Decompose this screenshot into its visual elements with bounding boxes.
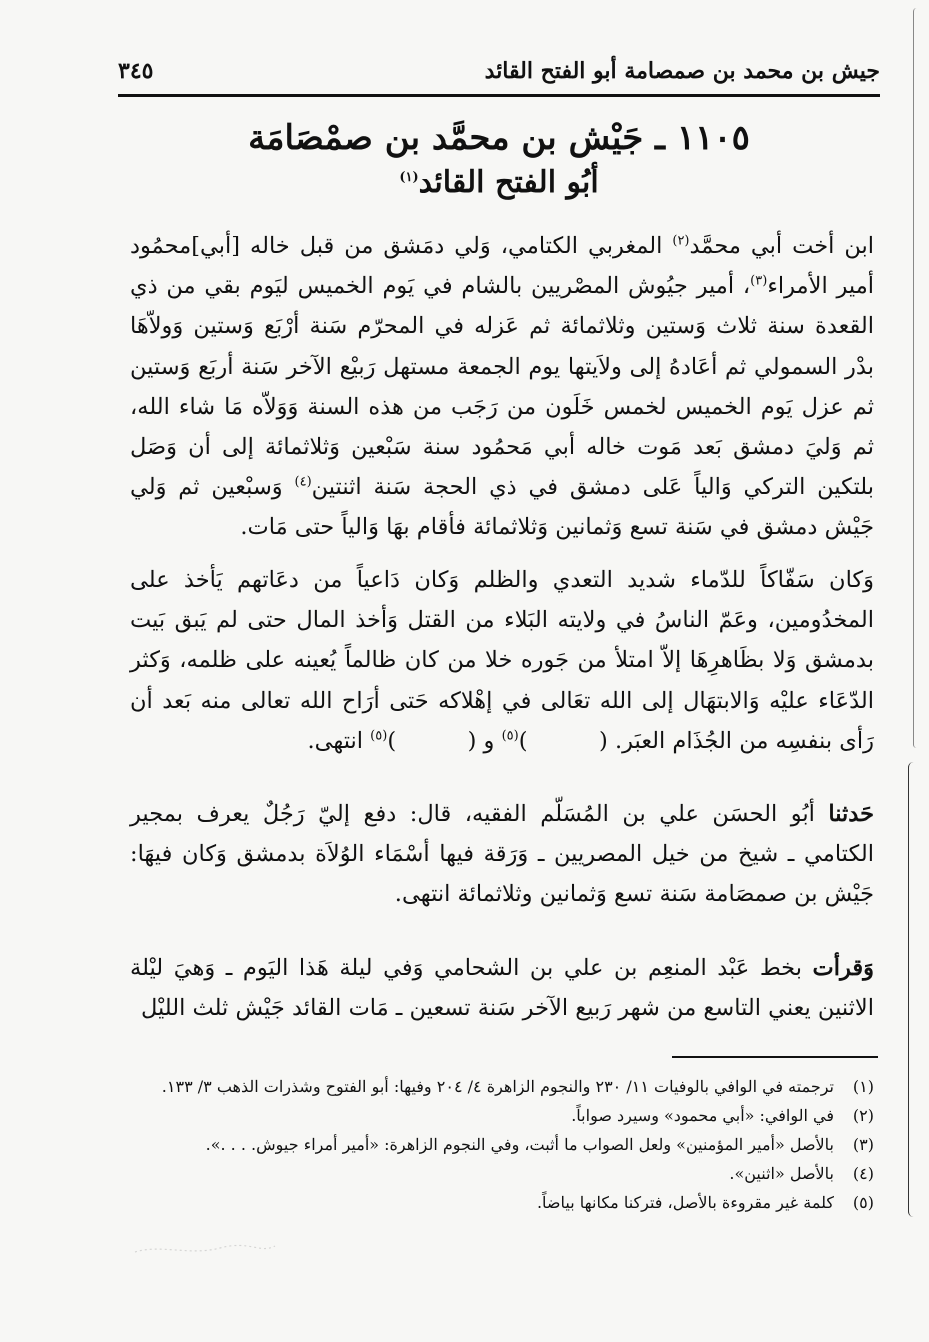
text-run: ، أمير جيُوش المصْريين بالشام في يَوم الخميس ليَوم بقي من ذي القعدة سنة ثلاث وَستين وثلاثمائة ثم عَزله في المحرّم سَنة أرْبَع وَستين وَولاّهَا بدْر السمولي ثم أعَادهُ إلى ولاَيتها يوم الجمعة مستهل رَبيْع الآخر سَنة أربَع وَستين ثم عزل يَوم الخميس لخمس خَلَون من رَجَب من هذه السنة وَوَلاّه مَا شاء الله، ثم وَليَ دمشق بَعد مَوت خاله أبي مَحمُود سنة سَبْعين وَثلاثمائة إلى أن وَصَل بلتكين التركي وَالياً عَلى دمشق في ذي الحجة سَنة اثنتين [130,273,874,501]
footnotes [130,1074,874,1219]
text-run: ابن أخت أبي محمَّد [689,233,874,259]
text-run: أبُو الحسَن علي بن المُسَلّم الفقيه، قال: دفع إليّ رَجُلٌ يعرف بمجير الكتامي ـ شيخ من خيل المصريين ـ وَرَقة فيها أسْمَاء الوُلاَة بدمشق وَكان فيهَا: جَيْش بن صمصَامة سَنة تسع وَثمانين وثلاثمائة انتهى. [130,801,874,908]
footnote-ref: (٥) [501,728,519,744]
paragraph-3 [130,794,874,915]
footnote-ref: (٤) [294,474,312,490]
page-edge-mark [913,8,920,748]
text-run: انتهى. [307,727,371,754]
footnote-text: ترجمته في الوافي بالوفيات ١١/ ٢٣٠ والنجوم الزاهرة ٤/ ٢٠٤ وفيها: أبو الفتوح وشذرات الذهب ٣/ ١٣٣. [161,1077,834,1096]
blank-space [528,728,600,754]
footnote [130,1190,874,1215]
footnote-text: بالأصل «اثنين». [729,1164,834,1183]
text-run: و ( [467,727,502,754]
paragraph-lead-word: وَقرأت [812,955,874,981]
footnote [130,1103,874,1128]
footnote-number: (٣) [852,1135,874,1154]
paragraph-2: وَكان سَفّاكاً للدّماء شديد التعدي والظلم وَكان دَاعياً من دعَاتهم يَأخذ على المخدُومين، وعَمّ الناسُ في ولايته البَلاء من القتل وَأخذ المال حتى لم يَبق بَيت بدمشق وَلا بظَاهرِهَا إلاّ امتلأ من جَوره خلا من كان ظالماً يُعينه على ظلمه، وَكثر الدّعَاء عليْه وَالابتهَال إلى الله تعَالى في إهْلاكه حَتى أرَاح الله تعالى منه بَعد أن رَأى بنفسِه من الجُذَام العبَر. ( )$^{(٥)}$ و ( )$^{(٥)}$ انتهى. [130,567,874,754]
blank-space [396,728,468,754]
footnote-number: (٤) [852,1164,874,1183]
footnote-ref: (١) [399,170,419,185]
paragraph-lead-word: حَدثنا [828,801,874,827]
footnote-text: بالأصل «أمير المؤمنين» ولعل الصواب ما أثبت، وفي النجوم الزاهرة: «أمير أمراء جيوش. . . .». [205,1135,834,1154]
text-run: وَكان سَفّاكاً للدّماء شديد التعدي والظلم وَكان دَاعياً من دعَاتهم يَأخذ على المخدُومين، وعَمّ الناسُ في ولايته البَلاء من القتل وَأخذ المال حتى لم يَبق بَيت بدمشق وَلا بظَاهرِهَا إلاّ امتلأ من جَوره خلا من كان ظالماً يُعينه على ظلمه، وَكثر الدّعَاء عليْه وَالابتهَال إلى الله تعَالى في إهْلاكه حَتى أرَاح الله تعالى منه بَعد أن رَأى بنفسِه من الجُذَام العبَر. ( [130,567,874,754]
text-run: بخط عَبْد المنعِم بن علي بن الشحامي وَفي ليلة هَذا اليَوم ـ وَهيَ ليْلة الاثنين يعني التاسع من شهر رَبيع الآخر سَنة تسعين ـ مَات القائد جَيْش ثلث الليْل [130,955,874,1022]
entry-title: ١١٠٥ ـ جَيْش بن محمَّد بن صمْصَامَة [248,118,750,158]
entry-subtitle-text: أبُو الفتح القائد [418,165,599,200]
footnote-separator [672,1056,878,1058]
footnote-ref: (٥) [370,728,388,744]
footnote-ref: (٣) [750,273,768,289]
footnote-text: في الوافي: «أبي محمود» وسيرد صواباً. [571,1106,834,1125]
footnote [130,1074,874,1099]
page-header [118,56,880,97]
scan-smudge [130,1238,280,1260]
margin-bracket-mark [908,762,919,1217]
footnote-number: (٢) [852,1106,874,1125]
footnote-ref: (٢) [672,233,690,249]
footnote [130,1132,874,1157]
footnote [130,1161,874,1186]
footnote-text: كلمة غير مقروءة بالأصل، فتركنا مكانها بياضاً. [536,1193,834,1212]
text-run: المغربي الكتامي، وَلي دمَشق من قبل خاله [أبي]محمُود أمير الأمراء [130,233,874,300]
page-number: ٣٤٥ [118,58,154,84]
footnote-number: (٥) [852,1193,874,1212]
text-run: وَسبْعين ثم وَلي جَيْش دمشق في سَنة تسع وَثمانين وَثلاثمائة فأقام بهَا وَالياً حتى مَات. [130,474,874,541]
entry-subtitle [118,165,880,200]
running-title: جيش بن محمد بن صمصامة أبو الفتح القائد [484,58,880,84]
footnote-number: (١) [852,1077,874,1096]
paragraph-1 [130,226,874,548]
paragraph-4 [130,948,874,1028]
